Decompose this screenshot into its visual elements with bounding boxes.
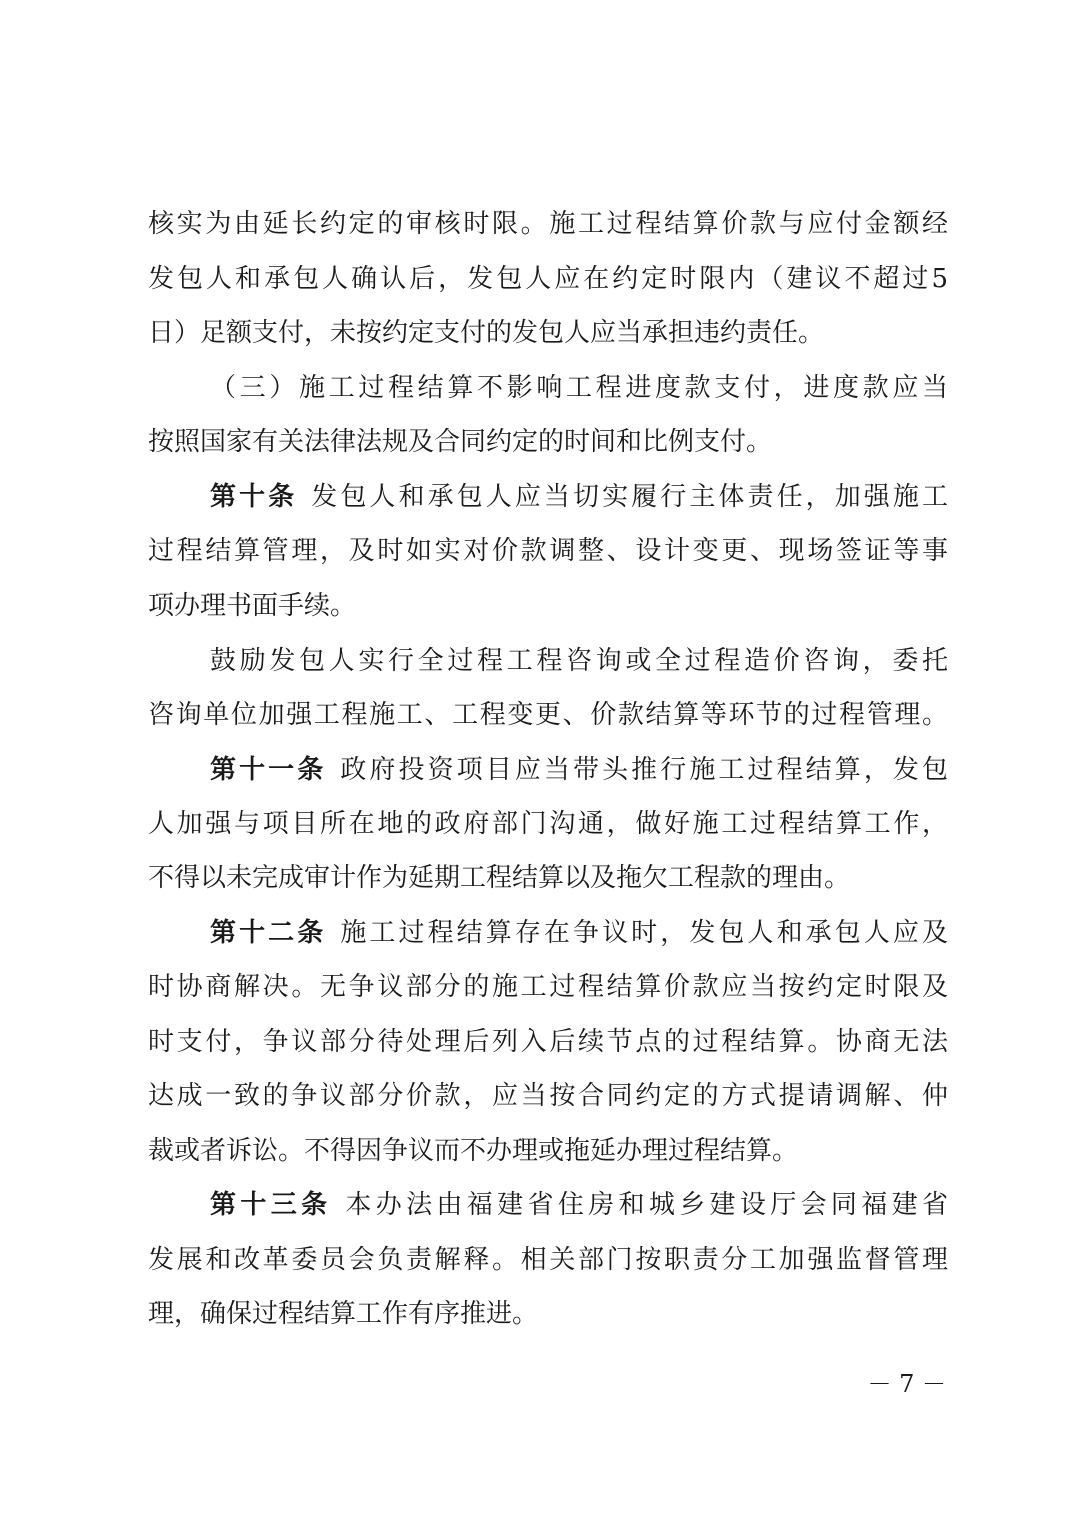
paragraph-4-line-1: 鼓励发包人实行全过程工程咨询或全过程造价咨询，委托: [210, 646, 948, 676]
paragraph-2-line-1: （三）施工过程结算不影响工程进度款支付，进度款应当: [210, 373, 948, 403]
article-10-text: 发包人和承包人应当切实履行主体责任，加强施工: [311, 482, 948, 512]
article-10-line-3: 项办理书面手续。: [148, 591, 357, 621]
page-number: － 7 －: [867, 1370, 946, 1398]
article-12-line-4: 达成一致的争议部分价款，应当按合同约定的方式提请调解、仲: [148, 1081, 948, 1111]
article-13-line-1: [210, 1185, 948, 1225]
article-13-text: 本办法由福建省住房和城乡建设厅会同福建省: [345, 1190, 948, 1220]
article-11-line-1: [210, 750, 948, 790]
article-11-line-2: 人加强与项目所在地的政府部门沟通，做好施工过程结算工作，: [148, 809, 948, 839]
article-12-line-1: [210, 913, 948, 953]
article-12-heading: 第十二条: [210, 918, 327, 948]
article-11-heading: 第十一条: [210, 755, 327, 785]
article-13-heading: 第十三条: [210, 1190, 332, 1220]
article-10-line-1: [210, 477, 948, 517]
article-10-line-2: 过程结算管理，及时如实对价款调整、设计变更、现场签证等事: [148, 536, 948, 566]
paragraph-1-line-2: 发包人和承包人确认后，发包人应在约定时限内（建议不超过5: [148, 264, 948, 294]
article-12-line-3: 时支付，争议部分待处理后列入后续节点的过程结算。协商无法: [148, 1027, 948, 1057]
article-12-text: 施工过程结算存在争议时，发包人和承包人应及: [340, 918, 948, 948]
article-12-line-2: 时协商解决。无争议部分的施工过程结算价款应当按约定时限及: [148, 972, 948, 1002]
article-10-heading: 第十条: [210, 482, 298, 512]
paragraph-4-line-2: 咨询单位加强工程施工、工程变更、价款结算等环节的过程管理。: [148, 700, 948, 730]
paragraph-1-line-1: 核实为由延长约定的审核时限。施工过程结算价款与应付金额经: [148, 209, 948, 239]
article-11-text: 政府投资项目应当带头推行施工过程结算，发包: [340, 755, 948, 785]
article-13-line-3: 理，确保过程结算工作有序推进。: [148, 1299, 539, 1329]
article-11-line-3: 不得以未完成审计作为延期工程结算以及拖欠工程款的理由。: [148, 863, 851, 893]
paragraph-1-line-3: 日）足额支付，未按约定支付的发包人应当承担违约责任。: [148, 318, 825, 348]
article-13-line-2: 发展和改革委员会负责解释。相关部门按职责分工加强监督管理: [148, 1245, 948, 1275]
paragraph-2-line-2: 按照国家有关法律法规及合同约定的时间和比例支付。: [148, 427, 773, 457]
article-12-line-5: 裁或者诉讼。不得因争议而不办理或拖延办理过程结算。: [148, 1136, 799, 1166]
